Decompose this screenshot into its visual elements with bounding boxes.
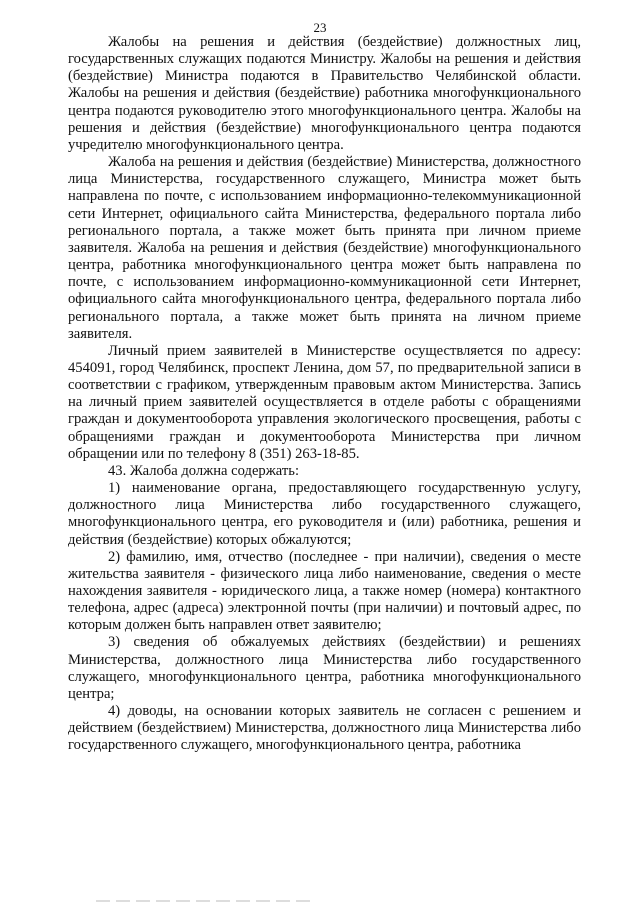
list-item-1: 1) наименование органа, предоставляющего государственную услугу, должностного лица Министерства либо государственного служащего, многофункционального центра, его руководителя и (или) работника, решения и действия (бездействие) которых обжалуются; — [68, 480, 581, 548]
document-body — [68, 34, 581, 755]
paragraph-complaint-recipients: Жалобы на решения и действия (бездействие) должностных лиц, государственных служащих подаются Министру. Жалобы на решения и действия (бездействие) Министра подаются в Правительство Челябинской области. Жалобы на решения и действия (бездействие) работника многофункционального центра подаются руководителю этого многофункционального центра. Жалобы на решения и действия (бездействие) многофункционального центра подаются учредителю многофункционального центра. — [68, 34, 581, 153]
page-number: 23 — [313, 20, 327, 35]
scan-artifact — [96, 900, 316, 902]
paragraph-section-43-heading: 43. Жалоба должна содержать: — [108, 462, 299, 479]
list-item-2: 2) фамилию, имя, отчество (последнее - при наличии), сведения о месте жительства заявителя - физического лица либо наименование, сведения о месте нахождения заявителя - юридического лица, а также номер (номера) контактного телефона, адрес (адреса) электронной почты (при наличии) и почтовый адрес, по которым должен быть направлен ответ заявителю; — [68, 548, 581, 634]
list-item-3: 3) сведения об обжалуемых действиях (бездействии) и решениях Министерства, должностного лица Министерства либо государственного служащего, многофункционального центра, работника многофункционального центра; — [68, 634, 581, 702]
list-item-4: 4) доводы, на основании которых заявитель не согласен с решением и действием (бездействием) Министерства, должностного лица Министерства либо государственного служащего, многофункционального центра, работника — [68, 703, 581, 754]
paragraph-personal-reception: Личный прием заявителей в Министерстве осуществляется по адресу: 454091, город Челябинск, проспект Ленина, дом 57, по предварительной записи в соответствии с графиком, утвержденным правовым актом Министерства. Запись на личный прием заявителей осуществляется в отделе работы с обращениями граждан и документооборота управления экологического просвещения, работы с обращениями граждан и документооборота Министерства при личном обращении или по телефону 8 (351) 263-18-85. — [68, 342, 581, 462]
paragraph-complaint-channels: Жалоба на решения и действия (бездействие) Министерства, должностного лица Министерства, государственного служащего, Министра может быть направлена по почте, с использованием информационно-телекоммуникационной сети Интернет, официального сайта Министерства, федерального портала либо регионального портала, а также может быть принята при личном приеме заявителя. Жалоба на решения и действия (бездействие) многофункционального центра, работника многофункционального центра может быть направлена по почте, с использованием информационно-коммуникационной сети Интернет, официального сайта многофункционального центра, федерального портала либо регионального портала, а также может быть принята на личном приеме заявителя. — [68, 154, 581, 342]
